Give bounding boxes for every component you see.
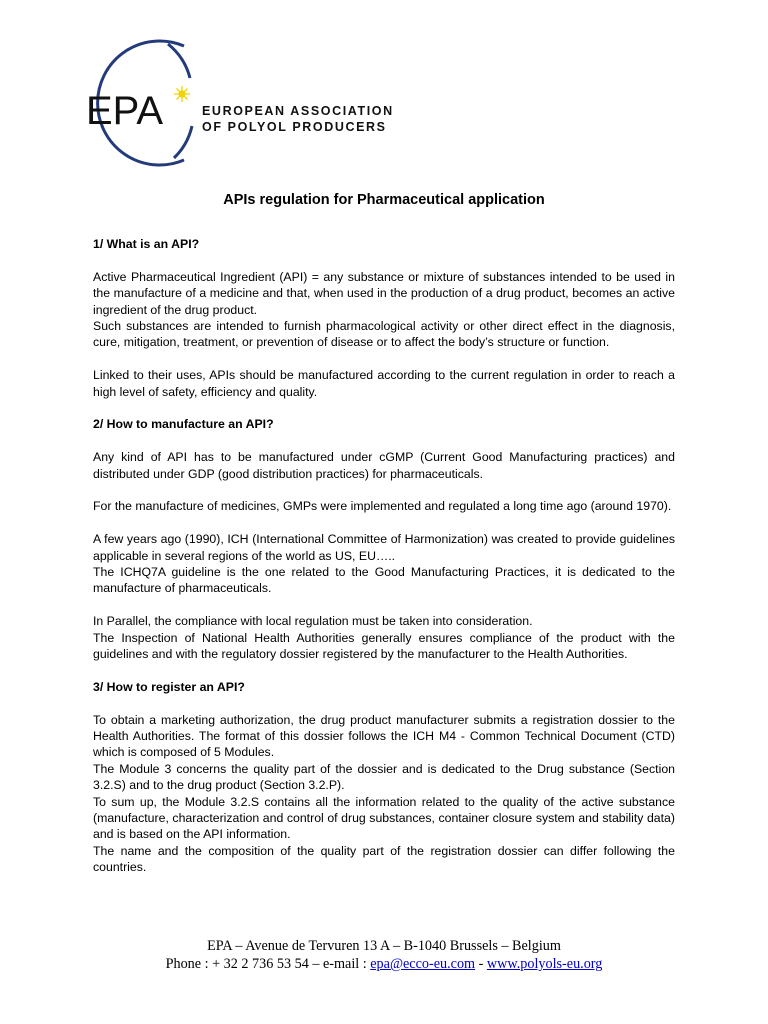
document-title: APIs regulation for Pharmaceutical application [223,192,545,208]
section-2-paragraph: In Parallel, the compliance with local regulation must be taken into consideration. [93,614,533,629]
document-body [93,236,675,876]
logo-abbr: EPA [86,89,164,133]
email-link[interactable]: epa@ecco-eu.com [370,956,476,972]
footer-phone: Phone : + 32 2 736 53 54 – e-mail : [165,956,371,972]
footer-separator: - [475,956,487,972]
website-link[interactable]: www.polyols-eu.org [486,956,603,972]
section-3-paragraph: To obtain a marketing authorization, the drug product manufacturer submits a registration dossier to the Health Authorities. The format of this dossier follows the ICH M4 - Common Technical Document (CTD) which is composed of 5 Modules. [93,712,675,760]
section-3-paragraph: The Module 3 concerns the quality part of the dossier and is dedicated to the Drug substance (Section 3.2.S) and to the drug product (Section 3.2.P). [93,761,675,793]
logo-ring-lower [174,126,192,158]
section-2-paragraph: For the manufacture of medicines, GMPs were implemented and regulated a long time ago (around 1970). [93,499,672,514]
page-footer [0,937,768,973]
logo-star-icon [174,86,190,102]
section-3-paragraph: The name and the composition of the quality part of the registration dossier can differ following the countries. [93,843,675,875]
section-2-paragraph: The Inspection of National Health Authorities generally ensures compliance of the product with the guidelines and with the regulatory dossier registered by the manufacturer to the Health Authorities. [93,630,675,662]
footer-contact [0,955,768,973]
section-1-paragraph: Linked to their uses, APIs should be manufactured according to the current regulation in order to reach a high level of safety, efficiency and quality. [93,368,675,399]
section-2-heading: 2/ How to manufacture an API? [93,417,274,432]
section-2-paragraph: A few years ago (1990), ICH (International Committee of Harmonization) was created to provide guidelines applicable in several regions of the world as US, EU….. [93,532,675,563]
section-1-heading: 1/ What is an API? [93,237,200,251]
section-3-heading: 3/ How to register an API? [93,679,245,694]
logo-line1: EUROPEAN ASSOCIATION [202,104,394,118]
section-1-paragraph: Such substances are intended to furnish pharmacological activity or other direct effect in the diagnosis, cure, mitigation, treatment, or prevention of disease or to affect the body’s structure or function. [93,319,675,350]
logo-ring-upper [168,44,190,78]
section-3-paragraph: To sum up, the Module 3.2.S contains all the information related to the quality of the active substance (manufacture, characterization and control of drug substances, container closure system and stability data) and is based on the API information. [93,794,675,842]
footer-address: EPA – Avenue de Tervuren 13 A – B-1040 Brussels – Belgium [207,938,561,954]
section-1-paragraph: Active Pharmaceutical Ingredient (API) = any substance or mixture of substances intended to be used in the manufacture of a medicine and that, when used in the production of a drug product, becomes an active ingredient of the drug product. [93,269,675,317]
logo-line2: OF POLYOL PRODUCERS [202,120,387,134]
section-2-paragraph: Any kind of API has to be manufactured under cGMP (Current Good Manufacturing practices) and distributed under GDP (good distribution practices) for pharmaceuticals. [93,450,675,481]
section-2-paragraph: The ICHQ7A guideline is the one related to the Good Manufacturing Practices, it is dedicated to the manufacture of pharmaceuticals. [93,565,675,596]
epa-logo [56,38,396,168]
